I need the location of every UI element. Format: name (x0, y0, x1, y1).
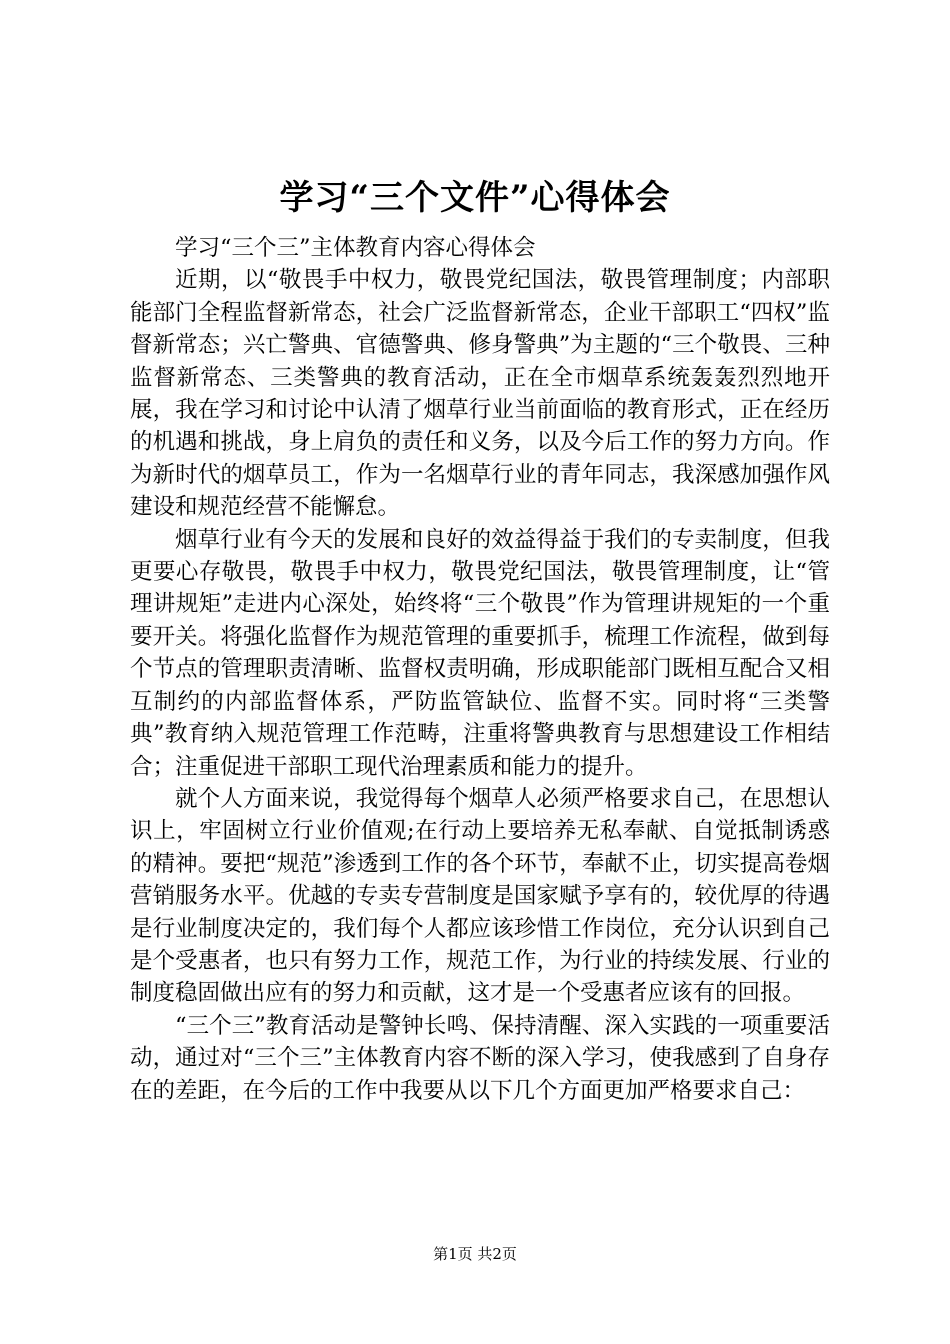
document-title: 学习“三个文件”心得体会 (279, 178, 671, 218)
document-subtitle: 学习“三个三”主体教育内容心得体会 (175, 235, 536, 261)
paragraph-4: “三个三”教育活动是警钟长鸣、保持清醒、深入实践的一项重要活动，通过对“三个三”主体教育内容不断的深入学习，使我感到了自身存在的差距，在今后的工作中我要从以下几个方面更加严格要求自己： (130, 1012, 830, 1104)
document-body (130, 232, 830, 1107)
paragraph-1: 近期，以“敬畏手中权力，敬畏党纪国法，敬畏管理制度；内部职能部门全程监督新常态，社会广泛监督新常态，企业干部职工“四权”监督新常态；兴亡警典、官德警典、修身警典”为主题的“三个敬畏、三种监督新常态、三类警典的教育活动，正在全市烟草系统轰轰烈烈地开展，我在学习和讨论中认清了烟草行业当前面临的教育形式，正在经历的机遇和挑战，身上肩负的责任和义务，以及今后工作的努力方向。作为新时代的烟草员工，作为一名烟草行业的青年同志，我深感加强作风建设和规范经营不能懈怠。 (130, 267, 830, 521)
paragraph-3: 就个人方面来说，我觉得每个烟草人必须严格要求自己，在思想认识上，牢固树立行业价值观;在行动上要培养无私奉献、自觉抵制诱惑的精神。要把“规范”渗透到工作的各个环节，奉献不止，切实提高卷烟营销服务水平。优越的专卖专营制度是国家赋予享有的，较优厚的待遇是行业制度决定的，我们每个人都应该珍惜工作岗位，充分认识到自己是个受惠者，也只有努力工作，规范工作，为行业的持续发展、行业的制度稳固做出应有的努力和贡献，这才是一个受惠者应该有的回报。 (130, 785, 830, 1007)
page-footer: 第1页 共2页 (433, 1245, 517, 1263)
paragraph-2: 烟草行业有今天的发展和良好的效益得益于我们的专卖制度，但我更要心存敬畏，敬畏手中权力，敬畏党纪国法，敬畏管理制度，让“管理讲规矩”走进内心深处，始终将“三个敬畏”作为管理讲规矩的一个重要开关。将强化监督作为规范管理的重要抓手，梳理工作流程，做到每个节点的管理职责清晰、监督权责明确，形成职能部门既相互配合又相互制约的内部监督体系，严防监管缺位、监督不实。同时将“三类警典”教育纳入规范管理工作范畴，注重将警典教育与思想建设工作相结合；注重促进干部职工现代治理素质和能力的提升。 (130, 526, 830, 780)
